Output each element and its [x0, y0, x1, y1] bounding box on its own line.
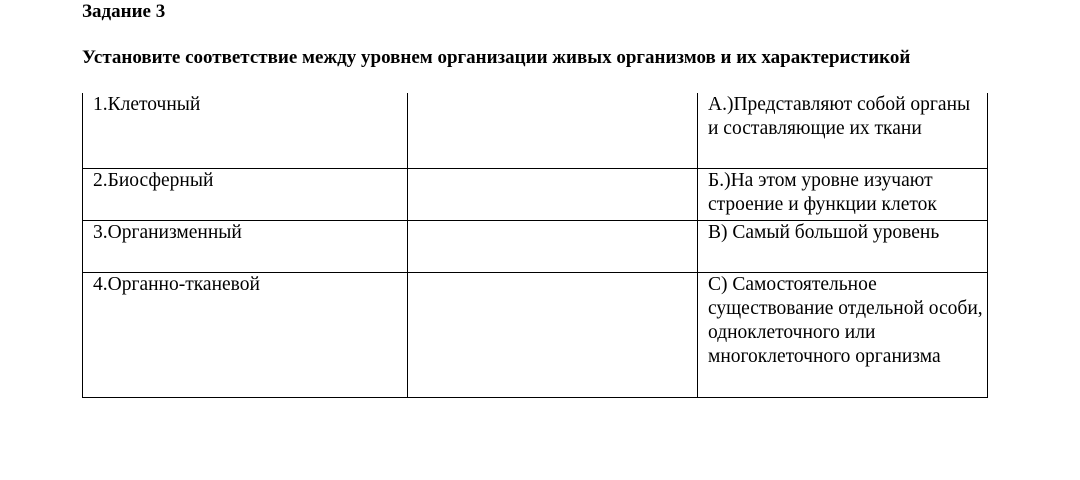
answer-cell — [408, 220, 698, 272]
level-cell: 3.Организменный — [83, 220, 408, 272]
answer-cell — [408, 272, 698, 397]
level-cell: 1.Клеточный — [83, 93, 408, 168]
task-instruction: Установите соответствие между уровнем организации живых организмов и их характеристикой — [82, 47, 911, 68]
description-cell: С) Самостоятельное существование отдельной особи, одноклеточного или многоклеточного организма — [698, 272, 988, 397]
task-title: Задание 3 — [82, 1, 166, 22]
table-row — [83, 272, 988, 397]
table-row — [83, 93, 988, 168]
answer-cell — [408, 168, 698, 220]
table-row — [83, 220, 988, 272]
matching-table — [82, 93, 988, 398]
description-cell: В) Самый большой уровень — [698, 220, 988, 272]
level-cell: 4.Органно-тканевой — [83, 272, 408, 397]
level-cell: 2.Биосферный — [83, 168, 408, 220]
description-cell: Б.)На этом уровне изучают строение и функции клеток — [698, 168, 988, 220]
description-cell: А.)Представляют собой органы и составляющие их ткани — [698, 93, 988, 168]
table-row — [83, 168, 988, 220]
answer-cell — [408, 93, 698, 168]
